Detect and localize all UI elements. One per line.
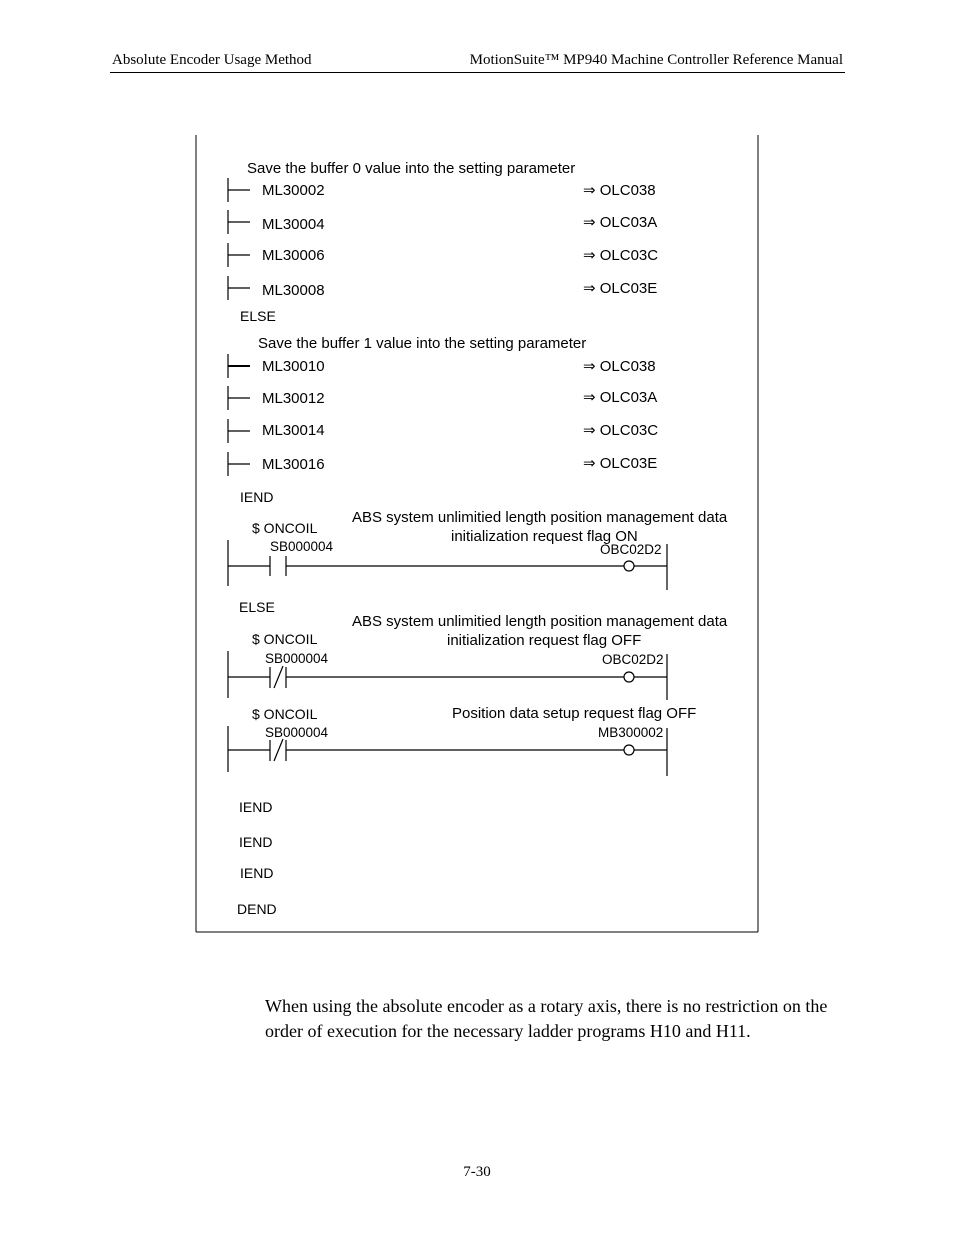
dest-register: ⇒ OLC038 [583, 182, 656, 199]
store-row [228, 276, 657, 300]
store-row [228, 452, 657, 476]
rung-comment-line2: initialization request flag OFF [447, 632, 642, 649]
header-section-title: Absolute Encoder Usage Method [112, 52, 312, 68]
contact-label: SB000004 [270, 539, 334, 554]
ladder-rung-position-flag [228, 705, 696, 776]
normally-closed-contact-icon [270, 666, 286, 688]
store-row [228, 210, 657, 234]
store-row [228, 178, 656, 202]
iend-instruction: IEND [239, 799, 273, 815]
rung-comment-line2: initialization request flag ON [451, 528, 638, 545]
source-register: ML30006 [262, 247, 325, 264]
source-register: ML30008 [262, 282, 325, 299]
source-register: ML30012 [262, 390, 325, 407]
source-register: ML30004 [262, 216, 325, 233]
dest-register: ⇒ OLC03A [583, 389, 658, 406]
dest-register: ⇒ OLC03C [583, 422, 659, 439]
coil-icon [624, 745, 634, 755]
comment-buffer1: Save the buffer 1 value into the setting parameter [258, 335, 587, 352]
store-row [228, 386, 657, 410]
iend-instruction: IEND [240, 489, 274, 505]
page-number: 7-30 [463, 1164, 491, 1180]
oncoil-label: $ ONCOIL [252, 520, 318, 536]
rung-comment-line1: ABS system unlimitied length position management data [352, 509, 728, 526]
dest-register: ⇒ OLC038 [583, 358, 656, 375]
coil-label: OBC02D2 [600, 542, 662, 557]
coil-icon [624, 561, 634, 571]
iend-instruction: IEND [240, 865, 274, 881]
ladder-rung-off [228, 613, 728, 700]
else-instruction: ELSE [239, 599, 275, 615]
store-row [228, 354, 656, 378]
source-register: ML30016 [262, 456, 325, 473]
rung-comment-line1: ABS system unlimitied length position management data [352, 613, 728, 630]
iend-instruction: IEND [239, 834, 273, 850]
body-paragraph: When using the absolute encoder as a rotary axis, there is no restriction on the order of execution for the necessary ladder programs H10 and H11. [265, 996, 828, 1041]
dest-register: ⇒ OLC03A [583, 214, 658, 231]
comment-buffer0: Save the buffer 0 value into the setting parameter [247, 160, 576, 177]
dest-register: ⇒ OLC03C [583, 247, 659, 264]
normally-closed-contact-icon [270, 739, 286, 761]
rung-comment: Position data setup request flag OFF [452, 705, 697, 722]
header-manual-title: MotionSuite™ MP940 Machine Controller Reference Manual [469, 52, 843, 68]
store-row [228, 243, 658, 267]
normally-open-contact-icon [270, 556, 286, 576]
oncoil-label: $ ONCOIL [252, 631, 318, 647]
store-row [228, 419, 658, 443]
coil-label: OBC02D2 [602, 652, 664, 667]
source-register: ML30014 [262, 422, 325, 439]
ladder-rung-on [228, 509, 728, 590]
else-instruction: ELSE [240, 308, 276, 324]
dend-instruction: DEND [237, 901, 277, 917]
dest-register: ⇒ OLC03E [583, 280, 658, 297]
contact-label: SB000004 [265, 725, 329, 740]
coil-icon [624, 672, 634, 682]
source-register: ML30010 [262, 358, 325, 375]
dest-register: ⇒ OLC03E [583, 455, 658, 472]
coil-label: MB300002 [598, 725, 664, 740]
oncoil-label: $ ONCOIL [252, 706, 318, 722]
contact-label: SB000004 [265, 651, 329, 666]
source-register: ML30002 [262, 182, 325, 199]
